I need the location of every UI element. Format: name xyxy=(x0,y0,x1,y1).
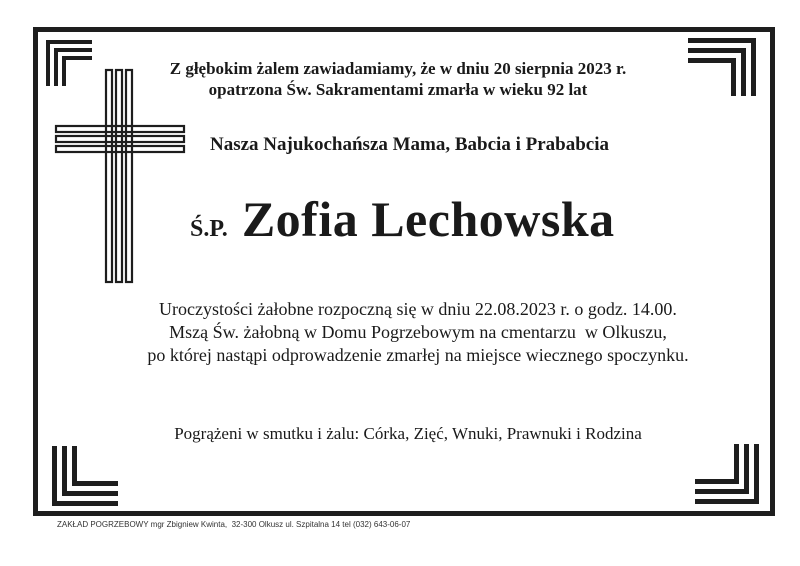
announcement-line-2: opatrzona Św. Sakramentami zmarła w wieku 92 lat xyxy=(208,80,588,99)
announcement-line-1: Z głębokim żalem zawiadamiamy, że w dniu 20 sierpnia 2023 r. xyxy=(169,59,627,78)
funeral-home-footer: ZAKŁAD POGRZEBOWY mgr Zbigniew Kwinta, 32-300 Olkusz ul. Szpitalna 14 tel (032) 643-06-07 xyxy=(57,520,411,529)
cross-icon xyxy=(54,68,188,291)
ceremony-line-2: Mszą Św. żałobną w Domu Pogrzebowym na cmentarzu w Olkuszu, xyxy=(169,322,667,342)
corner-ornament-icon xyxy=(52,446,118,506)
relation-line: Nasza Najukochańsza Mama, Babcia i Prababcia xyxy=(210,134,609,155)
ceremony-line-3: po której nastąpi odprowadzenie zmarłej na miejsce wiecznego spoczynku. xyxy=(147,345,689,365)
corner-ornament-icon xyxy=(695,444,759,504)
honorific-prefix: Ś.P. xyxy=(190,216,228,242)
mourners-line: Pogrążeni w smutku i żalu: Córka, Zięć, Wnuki, Prawnuki i Rodzina xyxy=(174,424,642,443)
deceased-heading xyxy=(190,190,615,248)
ceremony-line-1: Uroczystości żałobne rozpoczną się w dniu 22.08.2023 r. o godz. 14.00. xyxy=(159,299,677,319)
deceased-name: Zofia Lechowska xyxy=(241,191,615,247)
